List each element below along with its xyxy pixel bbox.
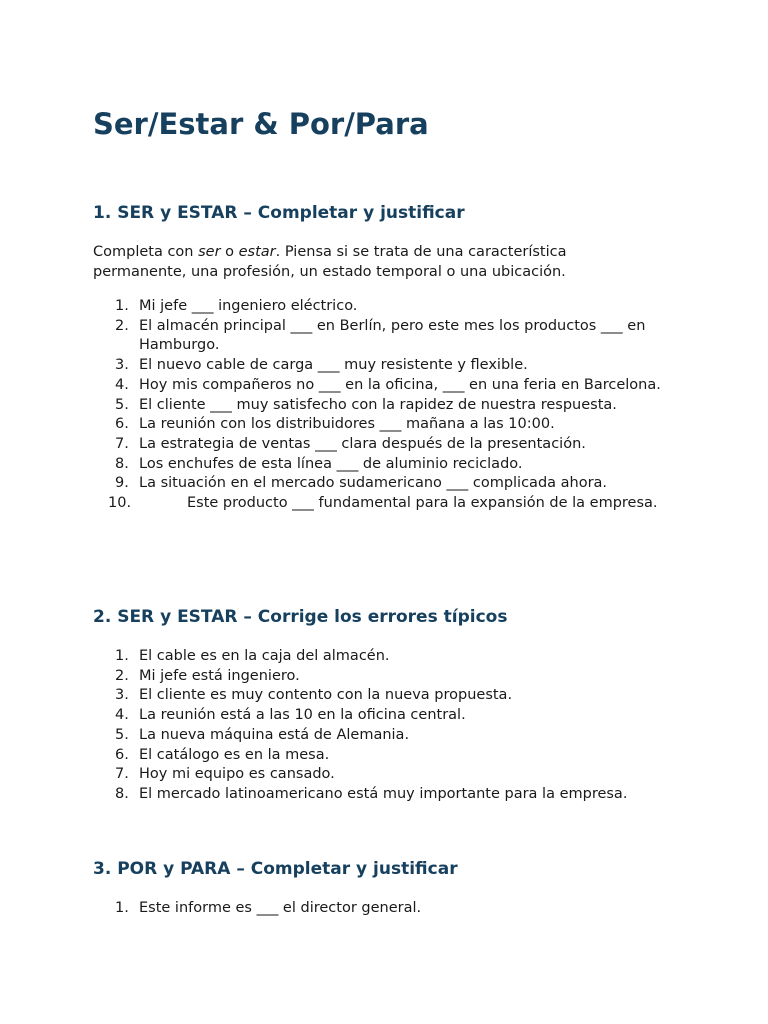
list-item bbox=[93, 785, 683, 805]
section-1-exercise-list bbox=[93, 297, 683, 514]
section-3-exercise-list bbox=[93, 899, 683, 919]
document-title: Ser/Estar & Por/Para bbox=[93, 107, 429, 141]
section-2-exercise-list bbox=[93, 647, 683, 805]
item-text: El almacén principal ___ en Berlín, pero este mes los productos ___ en Hamburgo. bbox=[139, 317, 646, 354]
list-item bbox=[93, 396, 683, 416]
section-1-heading: 1. SER y ESTAR – Completar y justificar bbox=[93, 203, 465, 223]
item-number: 2. bbox=[115, 317, 129, 334]
list-item bbox=[93, 899, 683, 919]
item-text: La situación en el mercado sudamericano ___ complicada ahora. bbox=[139, 475, 608, 492]
item-text: Mi jefe está ingeniero. bbox=[139, 667, 300, 684]
item-text: La reunión está a las 10 en la oficina central. bbox=[139, 707, 466, 724]
item-number: 5. bbox=[115, 726, 129, 743]
item-number: 3. bbox=[115, 687, 129, 704]
item-number: 4. bbox=[115, 707, 129, 724]
list-item bbox=[93, 435, 683, 455]
instructions-text-2: o bbox=[220, 244, 239, 260]
section-2-heading: 2. SER y ESTAR – Corrige los errores típicos bbox=[93, 607, 508, 627]
list-item bbox=[93, 706, 683, 726]
item-text: Este producto ___ fundamental para la expansión de la empresa. bbox=[187, 495, 658, 512]
item-text: La reunión con los distribuidores ___ mañana a las 10:00. bbox=[139, 416, 555, 433]
list-item bbox=[93, 376, 683, 396]
instructions-text-3: . Piensa si se trata de una característica permanente, una profesión, un estado temporal o una ubicación. bbox=[93, 244, 567, 280]
instructions-emphasis-ser: ser bbox=[198, 244, 221, 260]
item-text: Los enchufes de esta línea ___ de aluminio reciclado. bbox=[139, 455, 523, 472]
item-text: El mercado latinoamericano está muy importante para la empresa. bbox=[139, 785, 628, 802]
section-1-instructions bbox=[93, 242, 653, 282]
item-number: 1. bbox=[115, 648, 129, 664]
item-text: El cable es en la caja del almacén. bbox=[139, 648, 390, 664]
list-item bbox=[93, 356, 683, 376]
list-item bbox=[93, 686, 683, 706]
list-item bbox=[93, 746, 683, 766]
item-number: 2. bbox=[115, 667, 129, 684]
item-number: 10. bbox=[108, 495, 132, 512]
item-text: La nueva máquina está de Alemania. bbox=[139, 726, 410, 743]
item-number: 4. bbox=[115, 376, 129, 393]
item-number: 8. bbox=[115, 785, 129, 802]
item-number: 1. bbox=[115, 900, 129, 916]
item-number: 8. bbox=[115, 455, 129, 472]
item-text: El cliente ___ muy satisfecho con la rapidez de nuestra respuesta. bbox=[139, 396, 617, 413]
list-item bbox=[93, 455, 683, 475]
list-item bbox=[93, 765, 683, 785]
item-text: Hoy mi equipo es cansado. bbox=[139, 766, 335, 783]
item-text: Este informe es ___ el director general. bbox=[139, 900, 422, 916]
list-item bbox=[93, 647, 683, 667]
list-item bbox=[93, 317, 683, 356]
item-text: Hoy mis compañeros no ___ en la oficina, ___ en una feria en Barcelona. bbox=[139, 376, 661, 393]
list-item bbox=[93, 494, 683, 514]
item-number: 5. bbox=[115, 396, 129, 413]
item-number: 1. bbox=[115, 298, 129, 314]
section-3-heading: 3. POR y PARA – Completar y justificar bbox=[93, 859, 458, 879]
item-text: Mi jefe ___ ingeniero eléctrico. bbox=[139, 298, 358, 314]
item-number: 6. bbox=[115, 746, 129, 763]
item-number: 6. bbox=[115, 416, 129, 433]
item-number: 7. bbox=[115, 435, 129, 452]
item-text: El catálogo es en la mesa. bbox=[139, 746, 330, 763]
instructions-emphasis-estar: estar bbox=[238, 244, 276, 260]
item-text: La estrategia de ventas ___ clara después de la presentación. bbox=[139, 435, 586, 452]
item-number: 3. bbox=[115, 357, 129, 374]
list-item bbox=[93, 667, 683, 687]
list-item bbox=[93, 297, 683, 317]
item-number: 9. bbox=[115, 475, 129, 492]
list-item bbox=[93, 474, 683, 494]
item-number: 7. bbox=[115, 766, 129, 783]
list-item bbox=[93, 415, 683, 435]
list-item bbox=[93, 726, 683, 746]
item-text: El nuevo cable de carga ___ muy resistente y flexible. bbox=[139, 357, 528, 374]
item-text: El cliente es muy contento con la nueva propuesta. bbox=[139, 687, 513, 704]
instructions-text-1: Completa con bbox=[93, 244, 199, 260]
